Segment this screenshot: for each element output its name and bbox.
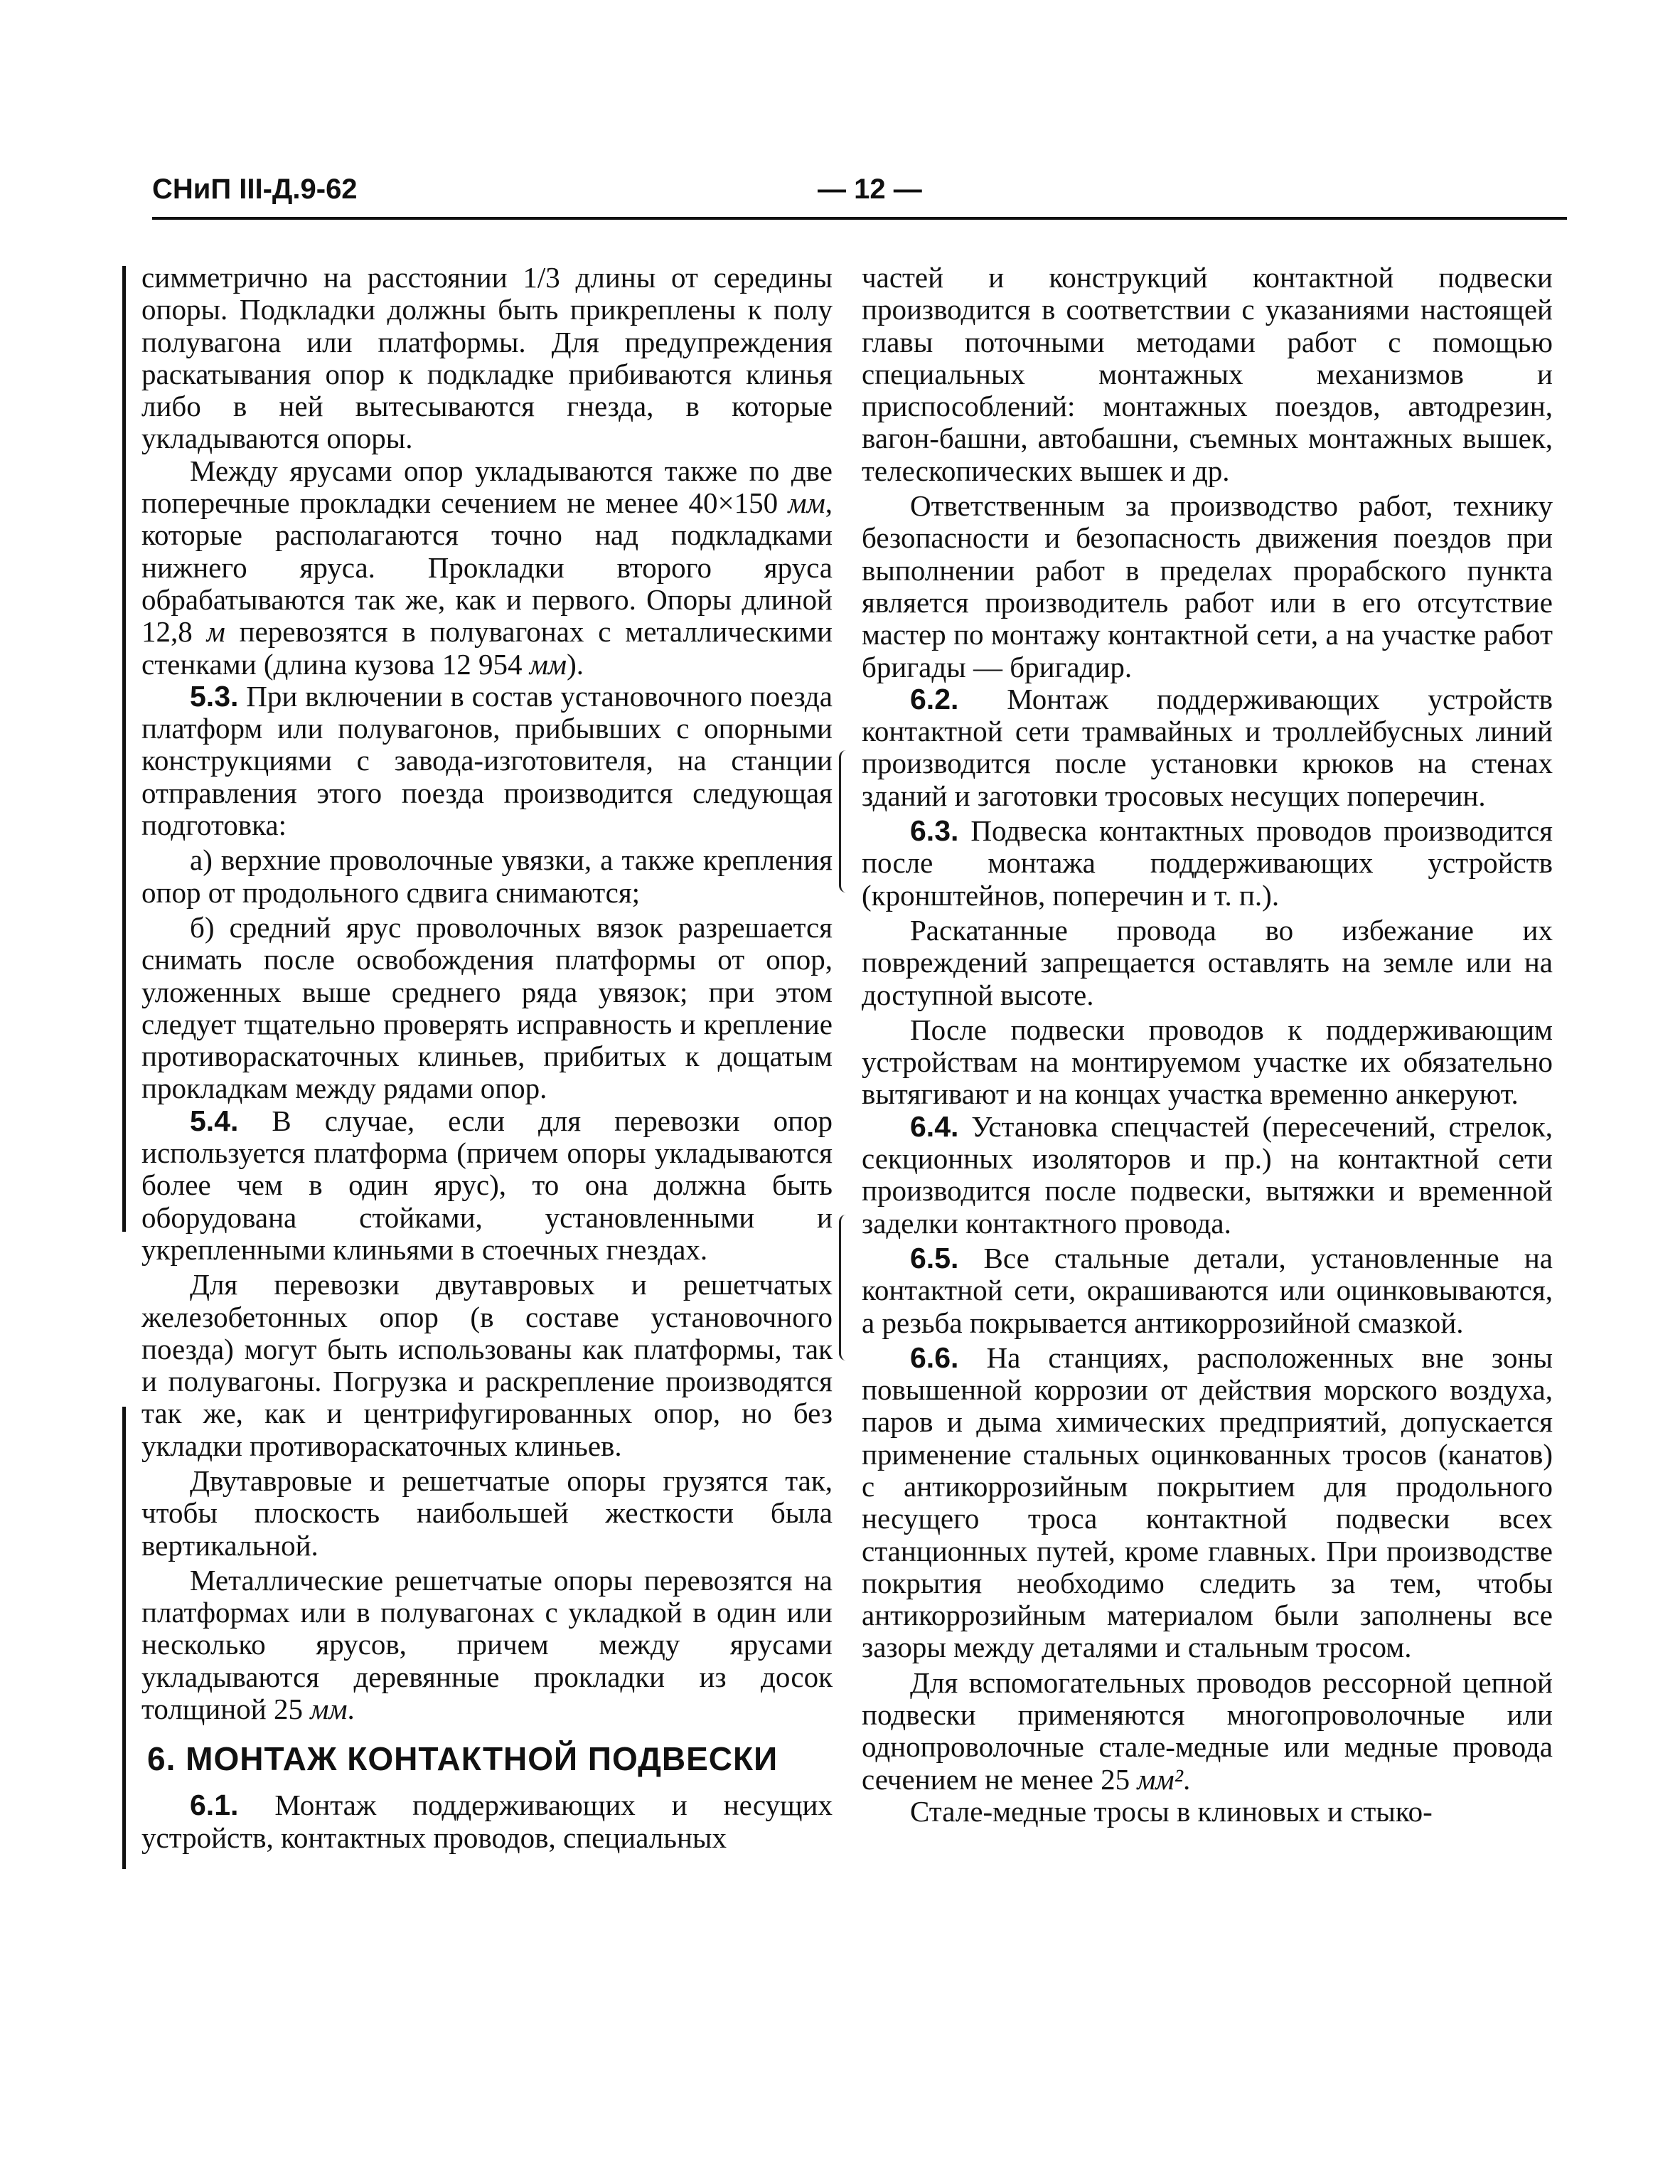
paragraph: Раскатанные провода во избежание их повреждений запрещается оставлять на земле или на доступной высоте.	[862, 913, 1553, 1011]
paragraph: Двутавровые и решетчатые опоры грузятся так, чтобы плоскость наибольшей жесткости была вертикальной.	[141, 1464, 833, 1562]
paragraph: Металлические решетчатые опоры перевозятся на платформах или в полувагонах с укладкой в один или несколько ярусов, причем между ярусами укладываются деревянные прокладки из досок толщиной 25 мм.	[141, 1563, 833, 1726]
clause-6-3: 6.3. Подвеска контактных проводов производится после монтажа поддерживающих устройств (кронштейнов, поперечин и т. п.).	[862, 814, 1553, 912]
section-heading: 6. МОНТАЖ КОНТАКТНОЙ ПОДВЕСКИ	[147, 1740, 779, 1778]
right-column	[862, 262, 1553, 1828]
clause-number: 6.4.	[910, 1109, 959, 1143]
paragraph: После подвески проводов к поддерживающим устройствам на монтируемом участке их обязательно вытягивают и на концах участка временно анкеруют.	[862, 1013, 1553, 1111]
paragraph: Для вспомогательных проводов рессорной цепной подвески применяются многопроволочные или однопроволочные стале-медные или медные провода сечением не менее 25 мм².	[862, 1666, 1553, 1796]
page-header	[152, 174, 1567, 216]
clause-number: 5.4.	[190, 1104, 239, 1137]
page-number: — 12 —	[818, 174, 922, 205]
list-item: б) средний ярус проволочных вязок разрешается снимать после освобождения платформы от опор, уложенных выше среднего ряда увязок; при этом следует тщательно проверять исправность и крепление противораскаточных клиньев, прибитых к дощатым прокладкам между рядами опор.	[141, 910, 833, 1105]
clause-number: 6.2.	[910, 682, 959, 715]
list-item: а) верхние проволочные увязки, а также крепления опор от продольного сдвига снимаются;	[141, 843, 833, 909]
revision-brace	[839, 1215, 851, 1360]
clause-6-1: 6.1. Монтаж поддерживающих и несущих устройств, контактных проводов, специальных	[141, 1789, 833, 1854]
clause-number: 6.5.	[910, 1241, 959, 1274]
revision-bar	[122, 266, 126, 1232]
clause-5-3: 5.3. При включении в состав установочного поезда платформ или полувагонов, прибывших с опорными конструкциями с завода-изготовителя, на станции отправления этого поезда производится следующая подготовка:	[141, 679, 833, 842]
paragraph: частей и конструкций контактной подвески производится в соответствии с указаниями настоящей главы поточными методами работ с помощью специальных монтажных механизмов и приспособлений: монтажных поездов, автодрезин, вагон-башни, автобашни, съемных монтажных вышек, телескопических вышек и др.	[862, 261, 1553, 487]
clause-number: 5.3.	[190, 679, 239, 713]
clause-number: 6.6.	[910, 1341, 959, 1374]
header-rule	[152, 217, 1567, 220]
revision-bar	[122, 1407, 126, 1869]
paragraph: Между ярусами опор укладываются также по две поперечные прокладки сечением не менее 40×150 мм, которые располагаются точно над подкладками нижнего яруса. Прокладки второго яруса обрабатываются так же, как и первого. Опоры длиной 12,8 м перевозятся в полувагонах с металлическими стенками (длина кузова 12 954 мм).	[141, 454, 833, 681]
document-code: СНиП III-Д.9-62	[152, 174, 358, 205]
clause-6-6: 6.6. На станциях, расположенных вне зоны повышенной коррозии от действия морского воздуха, паров и дыма химических предприятий, допускается применение стальных оцинкованных тросов (канатов) с антикоррозийным покрытием для продольного несущего троса контактной подвески всех станционных путей, кроме главных. При производстве покрытия необходимо следить за тем, чтобы антикоррозийным материалом были заполнены все зазоры между деталями и стальным тросом.	[862, 1341, 1553, 1664]
clause-number: 6.1.	[190, 1789, 239, 1822]
clause-6-2: 6.2. Монтаж поддерживающих устройств контактной сети трамвайных и троллейбусных линий производится после установки крюков на стенах зданий и заготовки тросовых несущих поперечин.	[862, 682, 1553, 812]
clause-6-4: 6.4. Установка спецчастей (пересечений, стрелок, секционных изоляторов и пр.) на контактной сети производится после подвески, вытяжки и временной заделки контактного провода.	[862, 1109, 1553, 1240]
clause-5-4: 5.4. В случае, если для перевозки опор используется платформа (причем опоры укладываются более чем в один ярус), то она должна быть оборудована стойками, установленными и укрепленными клиньями в стоечных гнездах.	[141, 1104, 833, 1266]
paragraph: Стале-медные тросы в клиновых и стыко-	[910, 1794, 1433, 1828]
revision-brace	[839, 750, 851, 893]
clause-number: 6.3.	[910, 814, 959, 848]
paragraph: Ответственным за производство работ, технику безопасности и безопасность движения поездов при выполнении работ в пределах прорабского пункта является производитель работ или в его отсутствие мастер по монтажу контактной сети, а на участке работ бригады — бригадир.	[862, 489, 1553, 683]
paragraph: симметрично на расстоянии 1/3 длины от середины опоры. Подкладки должны быть прикреплены к полу полувагона или платформы. Для предупреждения раскатывания опор к подкладке прибиваются клинья либо в ней вытесываются гнезда, в которые укладываются опоры.	[141, 261, 833, 455]
left-column	[141, 262, 833, 1854]
paragraph: Для перевозки двутавровых и решетчатых железобетонных опор (в составе установочного поезда) могут быть использованы как платформы, так и полувагоны. Погрузка и раскрепление производятся так же, как и центрифугированных опор, но без укладки противораскаточных клиньев.	[141, 1268, 833, 1462]
clause-6-5: 6.5. Все стальные детали, установленные на контактной сети, окрашиваются или оцинковываются, а резьба покрывается антикоррозийной смазкой.	[862, 1241, 1553, 1339]
